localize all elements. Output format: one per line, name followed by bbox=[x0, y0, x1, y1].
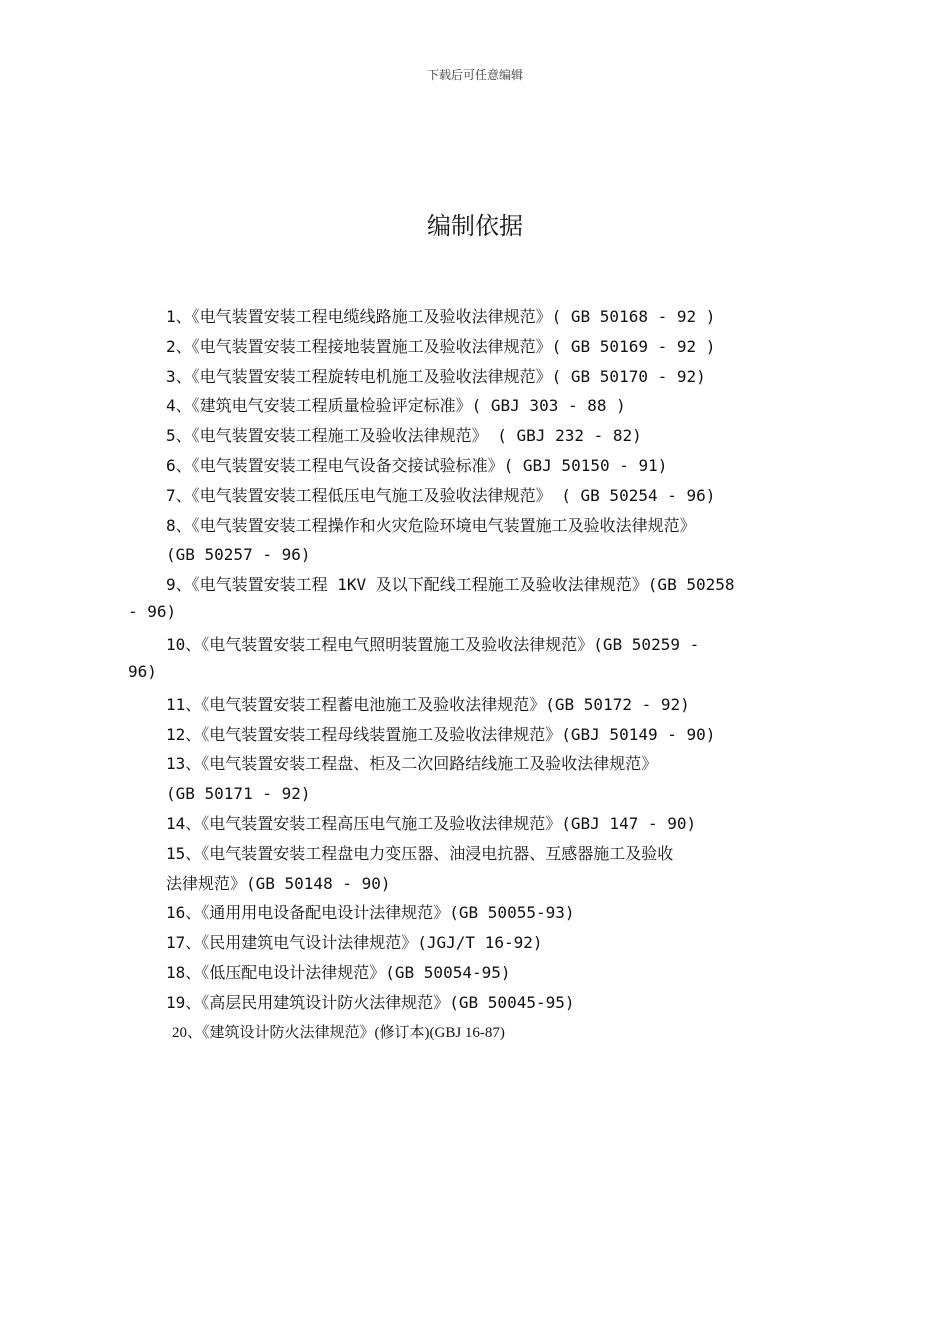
list-item-line: 96) bbox=[128, 661, 157, 681]
list-item-line: (GB 50257 - 96) bbox=[166, 545, 311, 565]
document-title: 编制依据 bbox=[427, 212, 523, 240]
list-item-line: 15、《电气装置安装工程盘电力变压器、油浸电抗器、互感器施工及验收 bbox=[166, 843, 674, 863]
list-item: 3、《电气装置安装工程旋转电机施工及验收法律规范》( GB 50170 - 92) bbox=[166, 366, 706, 386]
list-item-line: 9、《电气装置安装工程 1KV 及以下配线工程施工及验收法律规范》(GB 50258 bbox=[166, 575, 735, 595]
list-item-line: 10、《电气装置安装工程电气照明装置施工及验收法律规范》(GB 50259 - bbox=[166, 634, 700, 654]
list-item: 20、《建筑设计防火法律规范》(修订本)(GBJ 16-87) bbox=[172, 1024, 505, 1041]
list-item: 16、《通用用电设备配电设计法律规范》(GB 50055-93) bbox=[166, 903, 575, 923]
list-item: 19、《高层民用建筑设计防火法律规范》(GB 50045-95) bbox=[166, 992, 575, 1012]
list-item bbox=[128, 570, 828, 624]
list-item: 18、《低压配电设计法律规范》(GB 50054-95) bbox=[166, 962, 511, 982]
list-item: 17、《民用建筑电气设计法律规范》(JGJ/T 16-92) bbox=[166, 933, 543, 953]
list-item: 6、《电气装置安装工程电气设备交接试验标准》( GBJ 50150 - 91) bbox=[166, 455, 668, 475]
list-item: 7、《电气装置安装工程低压电气施工及验收法律规范》 ( GB 50254 - 96) bbox=[166, 485, 716, 505]
list-item: 4、《建筑电气安装工程质量检验评定标准》( GBJ 303 - 88 ) bbox=[166, 396, 626, 416]
list-item bbox=[128, 630, 828, 684]
list-item bbox=[128, 839, 828, 899]
list-item bbox=[128, 749, 828, 809]
reference-list bbox=[128, 302, 828, 1044]
list-item bbox=[128, 511, 828, 571]
list-item-line: 法律规范》(GB 50148 - 90) bbox=[166, 873, 391, 893]
list-item-line: 8、《电气装置安装工程操作和火灾危险环境电气装置施工及验收法律规范》 bbox=[166, 515, 696, 535]
list-item: 2、《电气装置安装工程接地装置施工及验收法律规范》( GB 50169 - 92 ) bbox=[166, 336, 716, 356]
list-item: 12、《电气装置安装工程母线装置施工及验收法律规范》(GBJ 50149 - 90) bbox=[166, 724, 716, 744]
list-item: 11、《电气装置安装工程蓄电池施工及验收法律规范》(GB 50172 - 92) bbox=[166, 694, 690, 714]
list-item-line: - 96) bbox=[128, 601, 177, 621]
list-item: 5、《电气装置安装工程施工及验收法律规范》 ( GBJ 232 - 82) bbox=[166, 426, 642, 446]
list-item-line: (GB 50171 - 92) bbox=[166, 784, 311, 804]
list-item: 14、《电气装置安装工程高压电气施工及验收法律规范》(GBJ 147 - 90) bbox=[166, 813, 697, 833]
page-header: 下载后可任意编辑 bbox=[426, 68, 523, 82]
list-item-line: 13、《电气装置安装工程盘、柜及二次回路结线施工及验收法律规范》 bbox=[166, 754, 658, 774]
list-item: 1、《电气装置安装工程电缆线路施工及验收法律规范》( GB 50168 - 92 ) bbox=[166, 307, 716, 326]
